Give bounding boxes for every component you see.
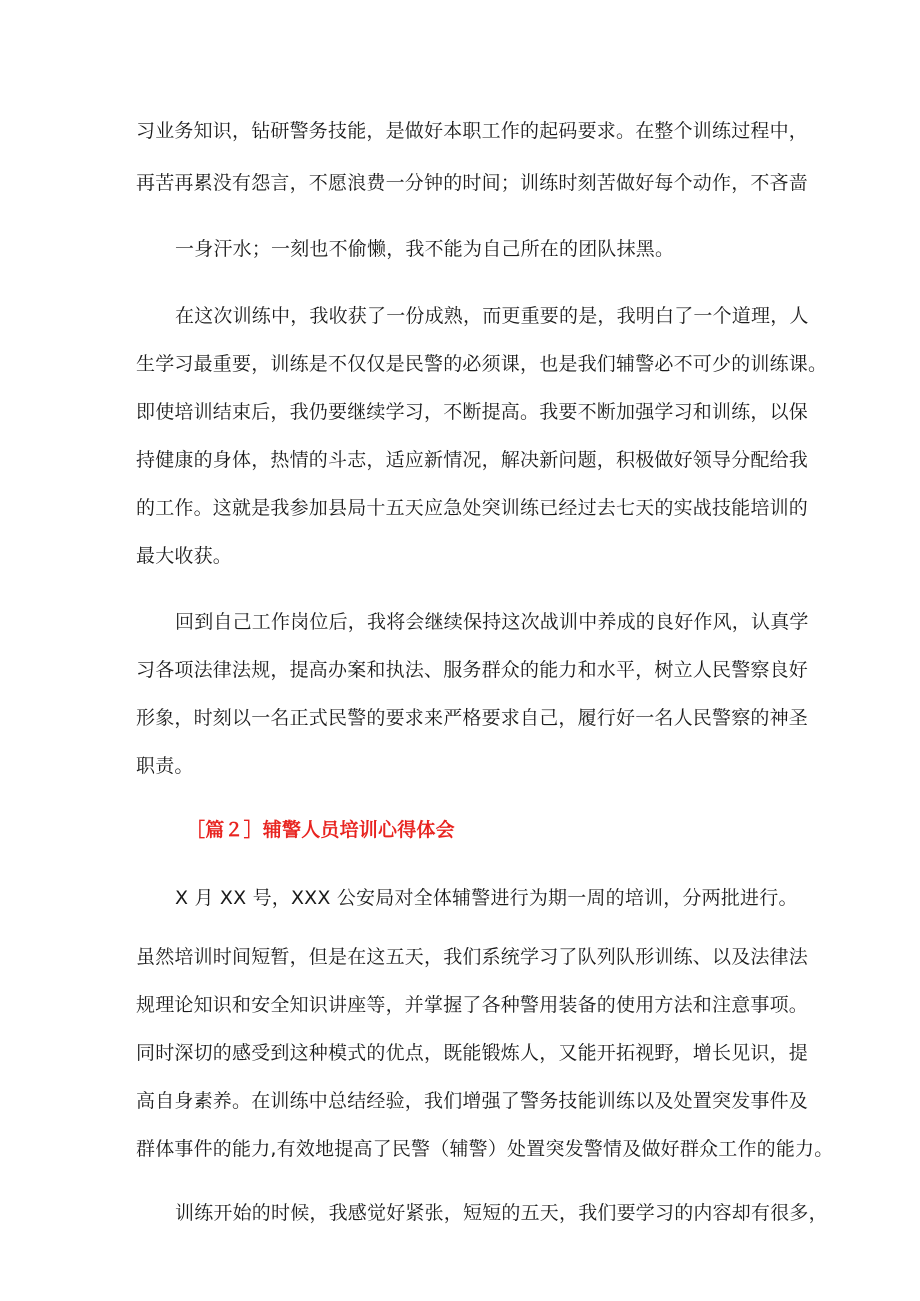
paragraph-line: 虽然培训时间短暂，但是在这五天，我们系统学习了队列队形训练、以及法律法 [136, 946, 809, 968]
paragraph-line: 同时深切的感受到这种模式的优点，既能锻炼人，又能开拓视野，增长见识，提 [136, 1042, 809, 1064]
paragraph-line: 生学习最重要，训练是不仅仅是民警的必须课，也是我们辅警必不可少的训练课。 [136, 353, 828, 375]
paragraph-line: 回到自己工作岗位后，我将会继续保持这次战训中养成的良好作风，认真学 [175, 611, 809, 633]
paragraph-line: 一身汗水；一刻也不偷懒，我不能为自己所在的团队抹黑。 [175, 238, 675, 260]
paragraph-line: 形象，时刻以一名正式民警的要求来严格要求自己，履行好一名人民警察的神圣 [136, 707, 809, 729]
paragraph-line: 习各项法律法规，提高办案和执法、服务群众的能力和水平，树立人民警察良好 [136, 659, 809, 681]
paragraph-line: 规理论知识和安全知识讲座等，并掌握了各种警用装备的使用方法和注意事项。 [136, 994, 809, 1016]
paragraph-line: 训练开始的时候，我感觉好紧张，短短的五天，我们要学习的内容却有很多， [175, 1202, 828, 1224]
paragraph-line: 即使培训结束后，我仍要继续学习，不断提高。我要不断加强学习和训练，以保 [136, 401, 809, 423]
paragraph-line: 在这次训练中，我收获了一份成熟，而更重要的是，我明白了一个道理，人 [175, 305, 809, 327]
paragraph-line: 再苦再累没有怨言，不愿浪费一分钟的时间；训练时刻苦做好每个动作，不吝啬 [136, 172, 809, 194]
paragraph-line: 高自身素养。在训练中总结经验，我们增强了警务技能训练以及处置突发事件及 [136, 1090, 809, 1112]
paragraph-line: 的工作。这就是我参加县局十五天应急处突训练已经过去七天的实战技能培训的 [136, 497, 809, 519]
paragraph-line: 习业务知识，钻研警务技能，是做好本职工作的起码要求。在整个训练过程中， [136, 120, 809, 142]
paragraph-line: 职责。 [136, 755, 194, 777]
paragraph-line: 群体事件的能力,有效地提高了民警（辅警）处置突发警情及做好群众工作的能力。 [136, 1138, 834, 1160]
paragraph-line: 持健康的身体，热情的斗志，适应新情况，解决新问题，积极做好领导分配给我 [136, 449, 809, 471]
paragraph-line: X 月 XX 号，XXX 公安局对全体辅警进行为期一周的培训，分两批进行。 [175, 887, 798, 909]
paragraph-line: 最大收获。 [136, 545, 233, 567]
section-heading: ［篇２］辅警人员培训心得体会 [186, 819, 455, 841]
